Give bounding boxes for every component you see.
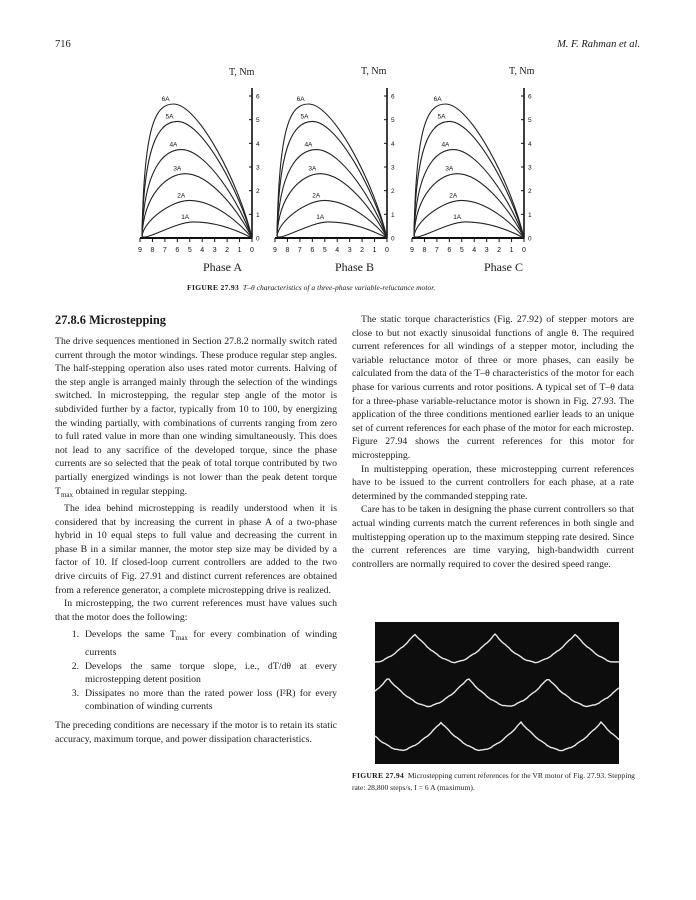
torque-curve bbox=[277, 104, 387, 238]
x-tick-label: 0 bbox=[522, 247, 526, 254]
y-tick-label: 0 bbox=[528, 235, 532, 243]
curve-label: 3A bbox=[308, 165, 317, 173]
x-tick-label: 7 bbox=[434, 247, 439, 254]
y-tick-label: 3 bbox=[391, 164, 395, 172]
list-item bbox=[61, 660, 337, 687]
curve-label: 1A bbox=[316, 213, 325, 221]
torque-angle-plots bbox=[130, 80, 570, 260]
right-column bbox=[352, 313, 634, 571]
x-tick-label: 5 bbox=[322, 247, 327, 254]
x-tick-label: 7 bbox=[297, 247, 302, 254]
p1-subscript: max bbox=[60, 490, 74, 499]
x-tick-label: 0 bbox=[250, 247, 254, 254]
x-tick-label: 7 bbox=[162, 247, 167, 254]
phase-c-label: Phase C bbox=[484, 260, 523, 274]
x-tick-label: 5 bbox=[187, 247, 192, 254]
curve-label: 4A bbox=[441, 141, 450, 149]
paragraph-5: The static torque characteristics (Fig. 27.92) of stepper motors are close to but not exactly sinusoidal functions of angle θ. The required current references for all windings of a stepper motor, including the variable reluctance motor of three or more phases, can easily be calculated from the data of the T–θ characteristics of the motor for each phase for various currents and rotor positions. A typical set of T–θ data for a three-phase variable-reluctance motor is shown in Fig. 27.93. The application of the three conditions mentioned earlier leads to an unique set of current references for each phase of the motor for each microstep. Figure 27.94 shows the current references for this motor for microstepping. bbox=[352, 314, 634, 461]
torque-curve bbox=[277, 222, 387, 238]
paragraph-2: The idea behind microstepping is readily understood when it is considered that by increasing the current in phase A of a two-phase hybrid in 10 equal steps to full value and decreasing the current in phase B in a similar manner, the motor step size may be divided by a factor of 10. If closed-loop current controllers are added to the two drive circuits of Fig. 27.91 and distinct current references are obtained from a reference generator, a complete microstepping drive is realized. bbox=[55, 503, 337, 596]
x-tick-label: 8 bbox=[285, 247, 290, 254]
y-tick-label: 6 bbox=[391, 93, 395, 101]
left-column bbox=[55, 313, 337, 746]
curve-label: 4A bbox=[169, 141, 178, 149]
y-tick-label: 6 bbox=[256, 93, 260, 101]
x-tick-label: 9 bbox=[138, 247, 142, 254]
scope-traces bbox=[375, 622, 619, 764]
x-tick-label: 9 bbox=[410, 247, 414, 254]
y-tick-label: 4 bbox=[528, 140, 532, 148]
y-tick-label: 5 bbox=[391, 117, 395, 125]
x-tick-label: 6 bbox=[447, 247, 452, 254]
y-tick-label: 1 bbox=[256, 211, 260, 219]
y-tick-label: 3 bbox=[528, 164, 532, 172]
current-reference-trace bbox=[375, 634, 619, 663]
x-tick-label: 6 bbox=[310, 247, 315, 254]
torque-curve bbox=[414, 174, 524, 238]
x-tick-label: 1 bbox=[237, 247, 242, 254]
curve-label: 5A bbox=[165, 113, 174, 121]
panel-b-ylabel: T, Nm bbox=[361, 66, 387, 77]
paragraph-4: The preceding conditions are necessary if the motor is to retain its static accuracy, maximum torque, and power dissipation characteristics. bbox=[55, 719, 337, 745]
curve-label: 2A bbox=[449, 192, 458, 200]
x-tick-label: 2 bbox=[360, 247, 365, 254]
y-tick-label: 0 bbox=[256, 235, 260, 243]
panel-c-ylabel: T, Nm bbox=[509, 66, 535, 77]
torque-curve bbox=[277, 174, 387, 238]
torque-curve bbox=[277, 121, 387, 238]
curve-label: 6A bbox=[296, 96, 305, 103]
list-item bbox=[61, 687, 337, 714]
x-tick-label: 1 bbox=[509, 247, 514, 254]
x-tick-label: 3 bbox=[347, 247, 352, 254]
curve-label: 1A bbox=[181, 213, 190, 221]
x-tick-label: 1 bbox=[372, 247, 377, 254]
curve-label: 2A bbox=[312, 192, 321, 200]
x-tick-label: 8 bbox=[150, 247, 155, 254]
y-tick-label: 5 bbox=[528, 117, 532, 125]
list-text: Dissipates no more than the rated power loss (I²R) for every combination of winding currents bbox=[85, 687, 337, 713]
y-tick-label: 5 bbox=[256, 117, 260, 125]
paragraph-1 bbox=[55, 335, 337, 502]
requirements-list bbox=[61, 628, 337, 714]
x-tick-label: 5 bbox=[459, 247, 464, 254]
y-tick-label: 2 bbox=[391, 188, 395, 196]
paragraph-6: In multistepping operation, these microstepping current references have to be issued to the current controllers for each phase, at a rate determined by the commanded stepping rate. bbox=[352, 463, 634, 502]
section-title: 27.8.6 Microstepping bbox=[55, 313, 166, 327]
y-tick-label: 1 bbox=[391, 211, 395, 219]
x-tick-label: 4 bbox=[472, 247, 477, 254]
figure-27-93-caption bbox=[187, 283, 435, 292]
torque-curve bbox=[142, 104, 252, 238]
running-head: M. F. Rahman et al. bbox=[557, 39, 640, 50]
list-text: Develops the same torque slope, i.e., dT/dθ at every microstepping detent position bbox=[85, 660, 337, 686]
list-number: 2. bbox=[71, 660, 79, 672]
x-tick-label: 2 bbox=[225, 247, 230, 254]
current-reference-trace bbox=[375, 722, 619, 751]
x-tick-label: 4 bbox=[200, 247, 205, 254]
current-reference-trace bbox=[375, 679, 619, 706]
paragraph-3: In microstepping, the two current references must have values such that the motor does the following: bbox=[55, 598, 337, 623]
torque-curve bbox=[142, 222, 252, 238]
caption-label: FIGURE 27.94 bbox=[352, 771, 405, 780]
curve-label: 5A bbox=[437, 113, 446, 121]
y-tick-label: 4 bbox=[391, 140, 395, 148]
x-tick-label: 0 bbox=[385, 247, 389, 254]
paragraph-7: Care has to be taken in designing the phase current controllers so that actual winding currents match the current references in both single and multistepping operation up to the maximum stepping rate desired. Since the current references are time varying, high-bandwidth current controllers are normally required to cover the desired speed range. bbox=[352, 504, 634, 570]
figure-27-94-caption bbox=[352, 770, 637, 794]
figure-27-93 bbox=[130, 62, 570, 282]
curve-label: 5A bbox=[300, 113, 309, 121]
y-tick-label: 0 bbox=[391, 235, 395, 243]
list-number: 1. bbox=[71, 629, 79, 641]
y-tick-label: 6 bbox=[528, 93, 532, 101]
caption-text: Microstepping current references for the VR motor of Fig. 27.93. Stepping rate: 28,800 steps/s, I = 6 A (maximum). bbox=[352, 771, 635, 792]
x-tick-label: 6 bbox=[175, 247, 180, 254]
torque-curve bbox=[142, 174, 252, 238]
y-tick-label: 2 bbox=[256, 188, 260, 196]
curve-label: 6A bbox=[433, 96, 442, 103]
panel-a-ylabel: T, Nm bbox=[229, 67, 255, 78]
torque-curve bbox=[142, 121, 252, 238]
x-tick-label: 2 bbox=[497, 247, 502, 254]
y-tick-label: 1 bbox=[528, 211, 532, 219]
page-number: 716 bbox=[55, 39, 71, 50]
list-number: 3. bbox=[71, 687, 79, 699]
phase-b-label: Phase B bbox=[335, 260, 374, 274]
x-tick-label: 9 bbox=[273, 247, 277, 254]
curve-label: 3A bbox=[445, 165, 454, 173]
curve-label: 4A bbox=[304, 141, 313, 149]
phase-a-label: Phase A bbox=[203, 260, 242, 274]
torque-curve bbox=[414, 104, 524, 238]
y-tick-label: 4 bbox=[256, 140, 260, 148]
curve-label: 3A bbox=[173, 165, 182, 173]
torque-curve bbox=[414, 121, 524, 238]
x-tick-label: 4 bbox=[335, 247, 340, 254]
figure-27-94-oscillogram bbox=[375, 622, 619, 764]
curve-label: 2A bbox=[177, 192, 186, 200]
y-tick-label: 2 bbox=[528, 188, 532, 196]
list-item bbox=[61, 628, 337, 659]
x-tick-label: 8 bbox=[422, 247, 427, 254]
x-tick-label: 3 bbox=[212, 247, 217, 254]
x-tick-label: 3 bbox=[484, 247, 489, 254]
caption-label: FIGURE 27.93 bbox=[187, 283, 240, 292]
p1-text: The drive sequences mentioned in Section 27.8.2 normally switch rated current through the motor windings. These produce regular step angles. The half-stepping operation also uses rated motor currents. Halving of the step angle is arranged mainly through the selection of the windings switched. In microstepping, the regular step angle of the motor is subdivided further by a factor, typically from 10 to 100, by energizing the winding partially, with combinations of currents ranging from zero to full rated value in more than one winding simultaneously. This does not lead to any sacrifice of the developed torque, since the phase currents are so selected that the peak of total torque contributed by two partially energized windings is not lower than the peak detent torque T bbox=[55, 336, 337, 497]
list-text: Develops the same $T_{max}$ for every combination of winding currents bbox=[85, 629, 337, 658]
curve-label: 1A bbox=[453, 213, 462, 221]
caption-text: T–θ characteristics of a three-phase variable-reluctance motor. bbox=[242, 283, 436, 292]
p1-end: obtained in regular stepping. bbox=[73, 485, 188, 497]
curve-label: 6A bbox=[161, 96, 170, 103]
torque-curve bbox=[414, 222, 524, 238]
y-tick-label: 3 bbox=[256, 164, 260, 172]
